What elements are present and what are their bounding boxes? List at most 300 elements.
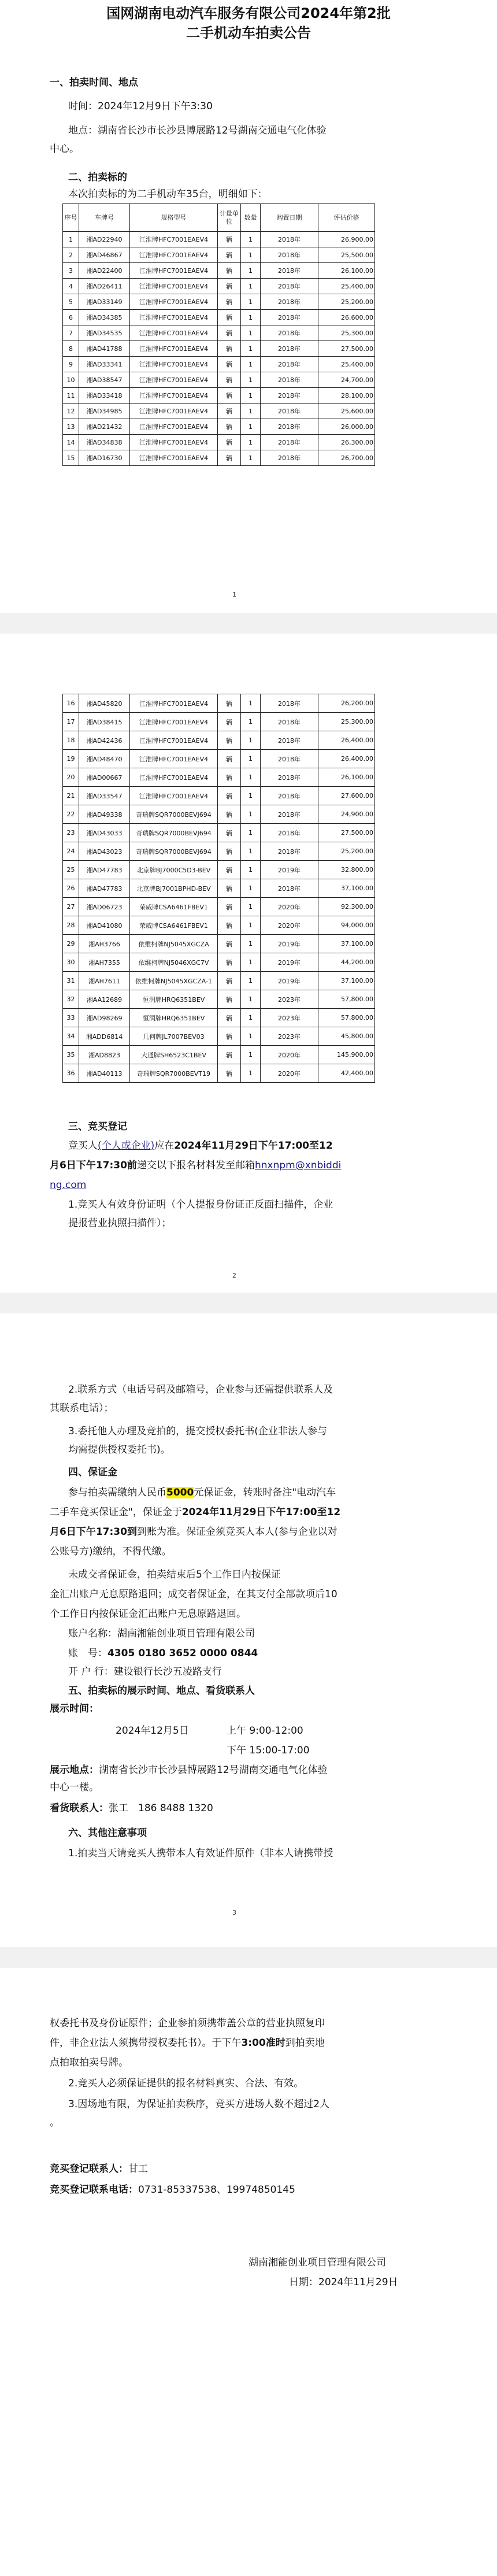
cell-qty: 1: [241, 990, 261, 1009]
cell-purchase-year: 2023年: [261, 1009, 318, 1027]
cell-plate: 湘AD33149: [79, 294, 130, 310]
cell-purchase-year: 2019年: [261, 935, 318, 953]
cell-plate: 湘AD47783: [79, 879, 130, 898]
table-row: [63, 953, 375, 972]
cell-unit: 辆: [218, 713, 241, 731]
s3-item-3b: 均需提供授权委托书)。: [68, 1444, 170, 1456]
cell-model: 江淮牌HFC7001EAEV4: [130, 294, 218, 310]
cell-plate: 湘AD33547: [79, 787, 130, 805]
cell-qty: 1: [241, 861, 261, 879]
signing-date: 日期：2024年11月29日: [289, 2277, 398, 2288]
cell-plate: 湘AD38547: [79, 372, 130, 388]
cell-price: 24,700.00: [318, 372, 375, 388]
show-place: 湖南省长沙市长沙县博展路12号湖南交通电气化体验: [99, 1764, 328, 1776]
cell-unit: 辆: [218, 842, 241, 861]
cell-index: 31: [63, 972, 79, 990]
table-row: [63, 861, 375, 879]
cell-qty: 1: [241, 341, 261, 357]
cell-index: 11: [63, 388, 79, 404]
cell-index: 30: [63, 953, 79, 972]
cell-index: 36: [63, 1064, 79, 1083]
cell-purchase-year: 2023年: [261, 990, 318, 1009]
cell-index: 9: [63, 357, 79, 372]
cell-price: 28,100.00: [318, 388, 375, 404]
cell-model: 依维柯牌NJ5045XGCZA: [130, 935, 218, 953]
cell-model: 江淮牌HFC7001EAEV4: [130, 731, 218, 750]
cell-purchase-year: 2019年: [261, 953, 318, 972]
reg-contact-name: 甘工: [128, 2163, 148, 2175]
cell-unit: 辆: [218, 232, 241, 247]
deposit-window-start: 2024年11月29日下午17:00至12: [181, 1507, 341, 1518]
cell-unit: 辆: [218, 879, 241, 898]
cell-qty: 1: [241, 435, 261, 450]
page-number: 2: [232, 1272, 236, 1279]
s4-heading: 四、保证金: [68, 1467, 117, 1478]
cell-purchase-year: 2018年: [261, 404, 318, 419]
cell-price: 37,100.00: [318, 935, 375, 953]
s2-intro: 本次拍卖标的为二手机动车35台，明细如下：: [68, 188, 268, 200]
cell-price: 27,500.00: [318, 824, 375, 842]
s6-line-5: 2.竞买人必须保证提供的报名材料真实、合法、有效。: [68, 2078, 304, 2089]
cell-qty: 1: [241, 1064, 261, 1083]
cell-purchase-year: 2018年: [261, 325, 318, 341]
s4-line-2: [50, 1504, 340, 1520]
cell-unit: 辆: [218, 990, 241, 1009]
cell-unit: 辆: [218, 435, 241, 450]
cell-plate: 湘AD47783: [79, 861, 130, 879]
cell-unit: 辆: [218, 357, 241, 372]
page-gap: [0, 1293, 497, 1313]
cell-model: 江淮牌HFC7001EAEV4: [130, 404, 218, 419]
cell-purchase-year: 2020年: [261, 1064, 318, 1083]
s3-item-2b: 其联系电话）；: [50, 1402, 114, 1414]
cell-index: 12: [63, 404, 79, 419]
cell-qty: 1: [241, 263, 261, 279]
cell-model: 江淮牌HFC7001EAEV4: [130, 232, 218, 247]
cell-plate: 湘AD06723: [79, 898, 130, 916]
table-row: [63, 787, 375, 805]
cell-model: 江淮牌HFC7001EAEV4: [130, 435, 218, 450]
cell-unit: 辆: [218, 404, 241, 419]
cell-model: 江淮牌HFC7001EAEV4: [130, 768, 218, 787]
cell-unit: 辆: [218, 341, 241, 357]
cell-qty: 1: [241, 916, 261, 935]
cell-unit: 辆: [218, 388, 241, 404]
table-row: [63, 325, 375, 341]
cell-qty: 1: [241, 372, 261, 388]
cell-qty: 1: [241, 824, 261, 842]
cell-qty: 1: [241, 388, 261, 404]
cell-model: 江淮牌HFC7001EAEV4: [130, 263, 218, 279]
cell-unit: 辆: [218, 1046, 241, 1064]
cell-index: 28: [63, 916, 79, 935]
cell-purchase-year: 2018年: [261, 805, 318, 824]
table-row: [63, 279, 375, 294]
s6-line-2: 权委托书及身份证原件；企业参拍须携带盖公章的营业执照复印: [50, 2018, 325, 2029]
cell-price: 27,500.00: [318, 341, 375, 357]
cell-purchase-year: 2018年: [261, 419, 318, 435]
cell-index: 16: [63, 694, 79, 713]
s5-heading: 五、拍卖标的展示时间、地点、看货联系人: [68, 1685, 255, 1697]
doc-title: [0, 3, 497, 43]
cell-unit: 辆: [218, 279, 241, 294]
table-row: [63, 404, 375, 419]
cell-qty: 1: [241, 787, 261, 805]
cell-qty: 1: [241, 972, 261, 990]
cell-price: 26,400.00: [318, 750, 375, 768]
s1-time: 时间：2024年12月9日下午3:30: [68, 101, 213, 112]
cell-plate: 湘AH7355: [79, 953, 130, 972]
table-row: [63, 357, 375, 372]
table-row: [63, 713, 375, 731]
s3-item-2a: 2.联系方式（电话号码及邮箱号，企业参与还需提供联系人及: [68, 1384, 333, 1396]
cell-index: 5: [63, 294, 79, 310]
title-line-2: 二手机动车拍卖公告: [186, 25, 311, 41]
cell-qty: 1: [241, 953, 261, 972]
col-header: 购置日期: [261, 204, 318, 232]
s1-place-2: 中心。: [50, 143, 79, 155]
cell-price: 25,400.00: [318, 357, 375, 372]
cell-purchase-year: 2018年: [261, 279, 318, 294]
cell-index: 29: [63, 935, 79, 953]
cell-index: 7: [63, 325, 79, 341]
cell-index: 14: [63, 435, 79, 450]
cell-plate: 湘AD98269: [79, 1009, 130, 1027]
col-header: 数量: [241, 204, 261, 232]
cell-model: 奇瑞牌SQR7000BEVJ694: [130, 824, 218, 842]
cell-purchase-year: 2018年: [261, 232, 318, 247]
table-row: [63, 372, 375, 388]
s3-text: 应在: [154, 1140, 175, 1152]
show-place-label: 展示地点：: [50, 1764, 99, 1776]
cell-plate: 湘AD49338: [79, 805, 130, 824]
cell-index: 8: [63, 341, 79, 357]
reg-contact-label: 竞买登记联系人：: [50, 2163, 128, 2175]
cell-price: 57,800.00: [318, 1009, 375, 1027]
cell-qty: 1: [241, 294, 261, 310]
cell-unit: 辆: [218, 1027, 241, 1046]
cell-plate: 湘AD8823: [79, 1046, 130, 1064]
cell-purchase-year: 2018年: [261, 713, 318, 731]
cell-model: 奇瑞牌SQR7000BEVJ694: [130, 842, 218, 861]
cell-unit: 辆: [218, 935, 241, 953]
cell-unit: 辆: [218, 805, 241, 824]
cell-qty: 1: [241, 247, 261, 263]
cell-price: 26,700.00: [318, 450, 375, 466]
table-row: [63, 805, 375, 824]
cell-price: 145,900.00: [318, 1046, 375, 1064]
cell-qty: 1: [241, 1027, 261, 1046]
cell-plate: 湘AD45820: [79, 694, 130, 713]
table-row: [63, 310, 375, 325]
table-row: [63, 694, 375, 713]
cell-model: 江淮牌HFC7001EAEV4: [130, 713, 218, 731]
viewing-contact-line: [50, 1800, 213, 1816]
email-link-cont[interactable]: ng.com: [50, 1179, 87, 1191]
col-header: 车牌号: [79, 204, 130, 232]
cell-qty: 1: [241, 694, 261, 713]
table-row: [63, 731, 375, 750]
cell-unit: 辆: [218, 372, 241, 388]
s6-line-6: 3.因场地有限，为保证拍卖秩序，竞买方进场人数不超过2人: [68, 2098, 330, 2110]
account-number-line: [68, 1645, 258, 1661]
cell-plate: 湘AD34985: [79, 404, 130, 419]
check-in-time: 3:00准时: [241, 2037, 285, 2049]
cell-index: 27: [63, 898, 79, 916]
s1-heading: 一、拍卖时间、地点: [50, 77, 138, 88]
cell-purchase-year: 2018年: [261, 694, 318, 713]
cell-unit: 辆: [218, 1009, 241, 1027]
cell-price: 24,900.00: [318, 805, 375, 824]
cell-purchase-year: 2019年: [261, 861, 318, 879]
s6-line-4: 点拍取拍卖号牌。: [50, 2057, 128, 2068]
cell-price: 27,600.00: [318, 787, 375, 805]
cell-unit: 辆: [218, 824, 241, 842]
cell-plate: 湘AD22400: [79, 263, 130, 279]
table-row: [63, 972, 375, 990]
cell-plate: 湘AA12689: [79, 990, 130, 1009]
cell-unit: 辆: [218, 787, 241, 805]
cell-qty: 1: [241, 232, 261, 247]
table-header-row: [63, 204, 375, 232]
cell-price: 26,100.00: [318, 768, 375, 787]
cell-plate: 湘AD33341: [79, 357, 130, 372]
cell-index: 23: [63, 824, 79, 842]
cell-unit: 辆: [218, 750, 241, 768]
s3-line-3: [50, 1177, 86, 1193]
cell-plate: 湘ADD6814: [79, 1027, 130, 1046]
cell-plate: 湘AD46867: [79, 247, 130, 263]
cell-price: 26,300.00: [318, 435, 375, 450]
cell-unit: 辆: [218, 325, 241, 341]
show-date: 2024年12月5日: [116, 1725, 189, 1737]
cell-index: 18: [63, 731, 79, 750]
cell-purchase-year: 2018年: [261, 731, 318, 750]
cell-unit: 辆: [218, 294, 241, 310]
cell-qty: 1: [241, 1046, 261, 1064]
cell-qty: 1: [241, 419, 261, 435]
cell-qty: 1: [241, 713, 261, 731]
cell-unit: 辆: [218, 898, 241, 916]
cell-plate: 湘AD48470: [79, 750, 130, 768]
s3-item-1b: 提报营业执照扫描件）；: [68, 1217, 172, 1229]
show-am: 上午 9:00-12:00: [227, 1725, 303, 1737]
page-gap: [0, 1947, 497, 1968]
cell-index: 19: [63, 750, 79, 768]
s6-line-1: 1.拍卖当天请竞买人携带本人有效证件原件（非本人请携带授: [68, 1848, 333, 1859]
cell-qty: 1: [241, 325, 261, 341]
cell-index: 33: [63, 1009, 79, 1027]
s3-line-2: [50, 1157, 341, 1174]
cell-plate: 湘AH3766: [79, 935, 130, 953]
table-row: [63, 419, 375, 435]
cell-qty: 1: [241, 768, 261, 787]
cell-price: 26,200.00: [318, 694, 375, 713]
account-number-label: 账 号：: [68, 1648, 107, 1659]
cell-plate: 湘AD38415: [79, 713, 130, 731]
cell-model: 荣威牌CSA6461FBEV1: [130, 898, 218, 916]
s4-line-4: 公账号方)缴纳，不得代缴。: [50, 1546, 172, 1557]
cell-model: 江淮牌HFC7001EAEV4: [130, 325, 218, 341]
cell-qty: 1: [241, 731, 261, 750]
s4-line-5: 未成交者保证金，拍卖结束后5个工作日内按保证: [68, 1569, 281, 1581]
table-row: [63, 1009, 375, 1027]
reg-phone-line: [50, 2182, 295, 2198]
show-place-line-2: 中心一楼。: [50, 1782, 99, 1793]
cell-plate: 湘AD34838: [79, 435, 130, 450]
cell-model: 江淮牌HFC7001EAEV4: [130, 787, 218, 805]
table-row: [63, 450, 375, 466]
show-place-line-1: [50, 1762, 328, 1778]
viewing-contact-label: 看货联系人：: [50, 1803, 109, 1814]
cell-model: 奇瑞牌SQR7000BEVJ694: [130, 805, 218, 824]
cell-index: 1: [63, 232, 79, 247]
email-link[interactable]: hnxnpm@xnbiddi: [254, 1160, 342, 1171]
cell-model: 依维柯牌NJ5045XGCZA-1: [130, 972, 218, 990]
cell-model: 恒润牌HRQ6351BEV: [130, 990, 218, 1009]
cell-model: 奇瑞牌SQR7000BEVT19: [130, 1064, 218, 1083]
cell-index: 10: [63, 372, 79, 388]
cell-unit: 辆: [218, 263, 241, 279]
cell-index: 13: [63, 419, 79, 435]
table-row: [63, 232, 375, 247]
cell-price: 25,600.00: [318, 404, 375, 419]
page-2: [0, 634, 497, 1293]
table-row: [63, 879, 375, 898]
cell-purchase-year: 2018年: [261, 450, 318, 466]
cell-model: 荣威牌CSA6461FBEV1: [130, 916, 218, 935]
s4-text: 参与拍卖需缴纳人民币: [68, 1487, 166, 1498]
cell-price: 25,300.00: [318, 325, 375, 341]
cell-qty: 1: [241, 450, 261, 466]
cell-purchase-year: 2020年: [261, 916, 318, 935]
cell-index: 32: [63, 990, 79, 1009]
cell-unit: 辆: [218, 731, 241, 750]
s4-line-1: [68, 1485, 336, 1501]
cell-price: 44,200.00: [318, 953, 375, 972]
cell-index: 25: [63, 861, 79, 879]
account-number: 4305 0180 3652 0000 0844: [107, 1648, 258, 1659]
cell-purchase-year: 2018年: [261, 310, 318, 325]
cell-price: 32,800.00: [318, 861, 375, 879]
cell-index: 34: [63, 1027, 79, 1046]
table-row: [63, 1064, 375, 1083]
table-row: [63, 842, 375, 861]
s3-item-1: 1.竞买人有效身份证明（个人提报身份证正反面扫描件，企业: [68, 1199, 333, 1211]
s4-text: 元保证金，转账时备注"电动汽车: [194, 1487, 336, 1498]
table-row: [63, 916, 375, 935]
cell-model: 江淮牌HFC7001EAEV4: [130, 388, 218, 404]
cell-plate: 湘AD22940: [79, 232, 130, 247]
s6-line-3: [50, 2035, 325, 2051]
cell-purchase-year: 2018年: [261, 435, 318, 450]
cell-price: 25,200.00: [318, 842, 375, 861]
table-row: [63, 750, 375, 768]
cell-unit: 辆: [218, 972, 241, 990]
cell-price: 26,400.00: [318, 731, 375, 750]
show-time-label: 展示时间：: [50, 1703, 99, 1715]
cell-price: 94,000.00: [318, 916, 375, 935]
cell-plate: 湘AD26411: [79, 279, 130, 294]
cell-index: 17: [63, 713, 79, 731]
cell-index: 21: [63, 787, 79, 805]
cell-model: 江淮牌HFC7001EAEV4: [130, 419, 218, 435]
cell-price: 26,100.00: [318, 263, 375, 279]
vehicle-table-part-2: [62, 694, 375, 1083]
s3-heading: 三、竞买登记: [68, 1121, 127, 1132]
table-row: [63, 263, 375, 279]
cell-qty: 1: [241, 357, 261, 372]
cell-purchase-year: 2018年: [261, 824, 318, 842]
cell-index: 3: [63, 263, 79, 279]
table-row: [63, 1046, 375, 1064]
bank-name: 开 户 行：建设银行长沙五凌路支行: [68, 1666, 222, 1678]
cell-index: 6: [63, 310, 79, 325]
cell-unit: 辆: [218, 694, 241, 713]
s3-item-3a: 3.委托他人办理及竞拍的，提交授权委托书(企业非法人参与: [68, 1426, 327, 1437]
cell-plate: 湘AH7611: [79, 972, 130, 990]
cell-purchase-year: 2020年: [261, 898, 318, 916]
cell-plate: 湘AD33418: [79, 388, 130, 404]
cell-plate: 湘AD16730: [79, 450, 130, 466]
s6-text: 件，非企业法人须携带授权委托书）。于下午: [50, 2037, 242, 2049]
s4-line-7: 个工作日内按保证金汇出账户无息原路退回。: [50, 1608, 246, 1620]
reg-phone-label: 竞买登记联系电话：: [50, 2184, 138, 2196]
reg-contact-line: [50, 2161, 148, 2177]
s2-heading: 二、拍卖标的: [68, 172, 127, 183]
cell-purchase-year: 2018年: [261, 357, 318, 372]
s4-line-6: 金汇出账户无息原路退回；成交者保证金，在其支付全部款项后10: [50, 1589, 337, 1600]
page-gap: [0, 613, 497, 634]
cell-plate: 湘AD34535: [79, 325, 130, 341]
cell-model: 江淮牌HFC7001EAEV4: [130, 279, 218, 294]
cell-model: 北京牌BJ7001BPHD-BEV: [130, 879, 218, 898]
signing-org: 湖南湘能创业项目管理有限公司: [248, 2257, 386, 2268]
cell-price: 42,400.00: [318, 1064, 375, 1083]
s6-line-7: 。: [50, 2117, 60, 2129]
cell-price: 26,000.00: [318, 419, 375, 435]
table-row: [63, 294, 375, 310]
cell-model: 几何牌JL7007BEV03: [130, 1027, 218, 1046]
cell-price: 26,900.00: [318, 232, 375, 247]
col-header: 评估价格: [318, 204, 375, 232]
cell-model: 江淮牌HFC7001EAEV4: [130, 357, 218, 372]
cell-plate: 湘AD42436: [79, 731, 130, 750]
cell-price: 25,200.00: [318, 294, 375, 310]
cell-model: 大通牌SH6523C1BEV: [130, 1046, 218, 1064]
table-row: [63, 990, 375, 1009]
cell-price: 45,800.00: [318, 1027, 375, 1046]
cell-model: 江淮牌HFC7001EAEV4: [130, 247, 218, 263]
cell-price: 25,500.00: [318, 247, 375, 263]
cell-purchase-year: 2018年: [261, 787, 318, 805]
cell-price: 25,300.00: [318, 713, 375, 731]
cell-plate: 湘AD21432: [79, 419, 130, 435]
cell-price: 37,100.00: [318, 879, 375, 898]
page-number: 1: [232, 591, 236, 598]
cell-purchase-year: 2018年: [261, 842, 318, 861]
cell-model: 江淮牌HFC7001EAEV4: [130, 450, 218, 466]
cell-index: 22: [63, 805, 79, 824]
cell-qty: 1: [241, 279, 261, 294]
col-header: 规格型号: [130, 204, 218, 232]
deposit-window-end: 月6日下午17:30到: [50, 1526, 137, 1538]
deposit-amount: 5000: [166, 1487, 194, 1498]
cell-purchase-year: 2018年: [261, 372, 318, 388]
col-header: 计量单位: [218, 204, 241, 232]
table-row: [63, 341, 375, 357]
cell-index: 2: [63, 247, 79, 263]
